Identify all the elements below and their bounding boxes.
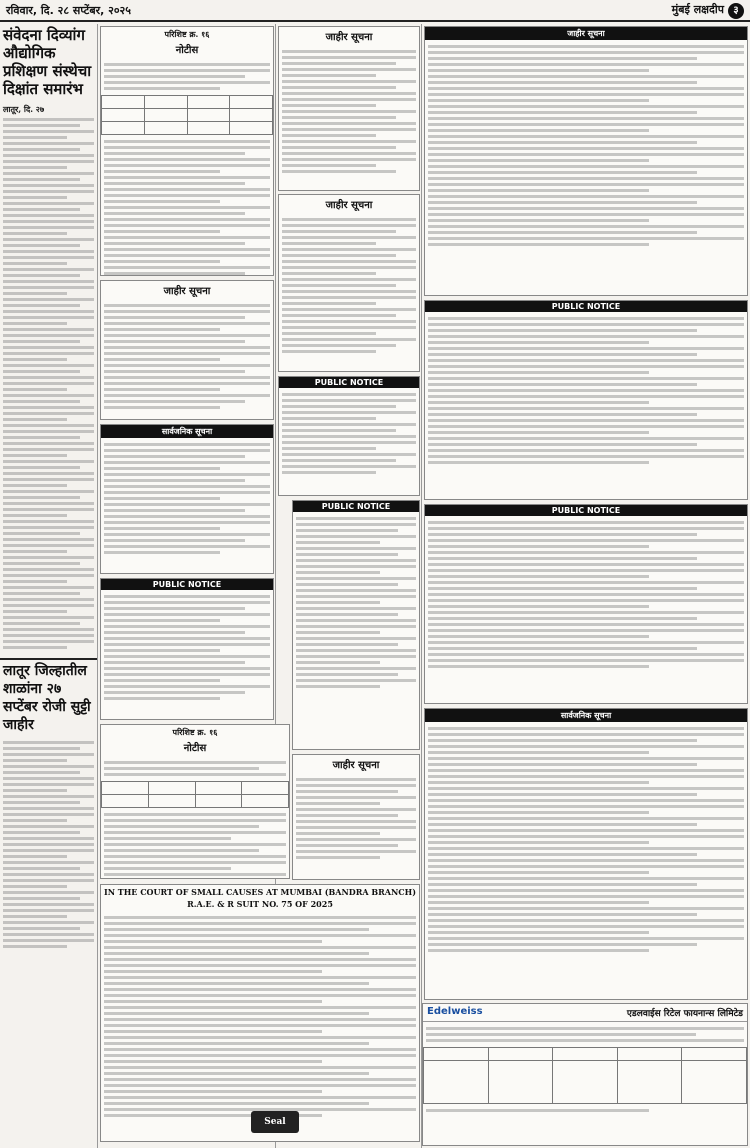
notice-jahir-3: जाहीर सूचना: [278, 194, 420, 372]
page-header: [0, 0, 750, 22]
public-notice-en-2: PUBLIC NOTICE: [278, 376, 420, 496]
edelweiss-notice: [422, 1003, 748, 1146]
public-notice-en-1: PUBLIC NOTICE: [100, 578, 274, 720]
sarvajanik-suchana-col4: सार्वजनिक सूचना: [424, 708, 748, 1000]
notice-table-b: [101, 781, 289, 808]
court-seal: Seal: [251, 1111, 299, 1133]
notice-jahir-4: जाहीर सूचना: [292, 754, 420, 880]
headline-2: लातूर जिल्हातील शाळांना २७ सप्टेंबर रोजी सुट्टी जाहीर: [0, 658, 97, 736]
notice-table: [101, 95, 273, 135]
notice-jahir-2: जाहीर सूचना: [278, 26, 420, 191]
public-notice-col4-1: PUBLIC NOTICE: [424, 300, 748, 500]
column-4: [422, 24, 750, 1148]
court-summons: IN THE COURT OF SMALL CAUSES AT MUMBAI (BANDRA BRANCH) R.A.E. & R SUIT NO. 75 OF 2025 Seal: [100, 884, 420, 1142]
article-1-body: लातूर, दि. २७: [0, 100, 97, 654]
edelweiss-logo: Edelweiss: [427, 1006, 483, 1017]
page-number: ३: [728, 3, 744, 19]
edelweiss-title: एडलवाईस रिटेल फायनान्स लिमिटेड: [626, 1009, 743, 1019]
notice-jahir-col4: जाहीर सूचना: [424, 26, 748, 296]
header-date: रविवार, दि. २८ सप्टेंबर, २०२५: [6, 3, 131, 17]
edelweiss-table: [423, 1047, 747, 1104]
public-notice-en-3: PUBLIC NOTICE: [292, 500, 420, 750]
header-paper: मुंबई लक्षदीप ३: [672, 2, 744, 19]
notice-jahir-1: जाहीर सूचना: [100, 280, 274, 420]
headline-1: संवेदना दिव्यांग औद्योगिक प्रशिक्षण संस्थेचा दिक्षांत समारंभ: [3, 26, 92, 98]
notice-appendix-16-b: परिशिष्ट क्र. १६ नोटीस: [100, 724, 290, 879]
notice-appendix-16-a: परिशिष्ट क्र. १६ नोटीस: [100, 26, 274, 276]
public-notice-col4-2: PUBLIC NOTICE: [424, 504, 748, 704]
column-1: [0, 24, 98, 1148]
notice-sarvajanik: सार्वजनिक सूचना: [100, 424, 274, 574]
article-2-body: [0, 736, 97, 953]
